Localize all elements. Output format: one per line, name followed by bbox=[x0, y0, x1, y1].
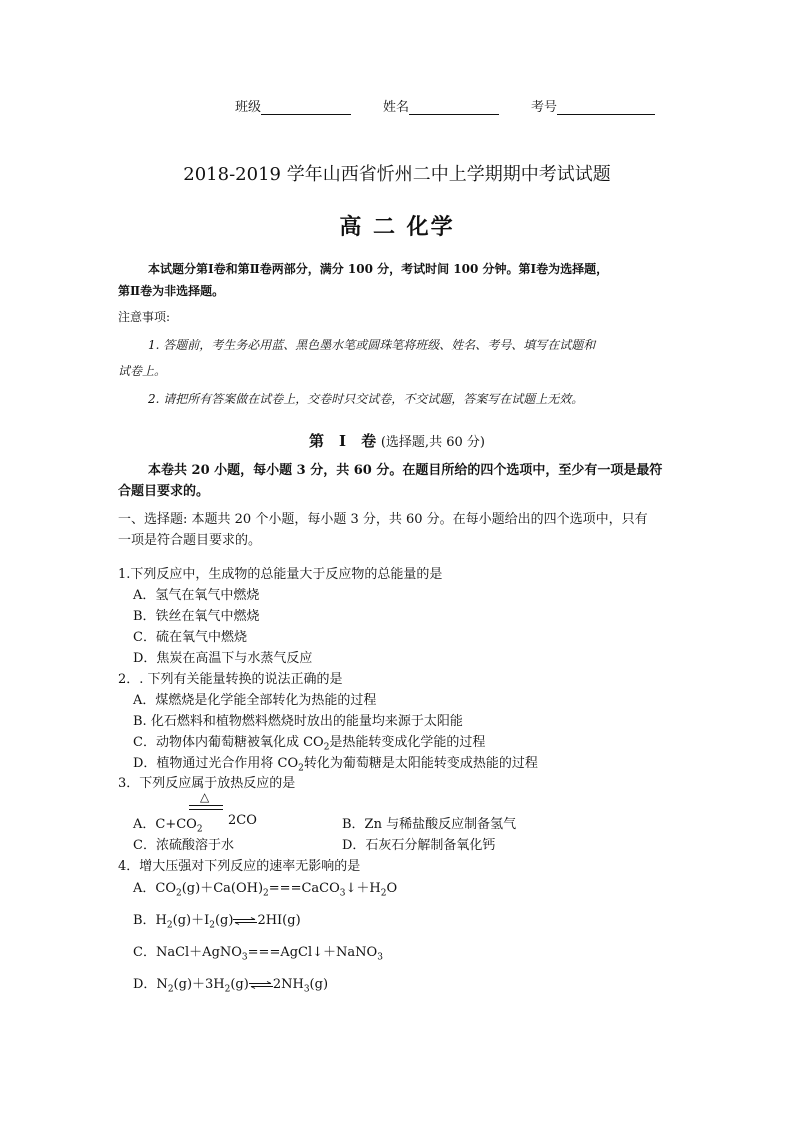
q4-b-sub: 2 bbox=[209, 920, 215, 931]
q4-c-part: ===AgCl↓＋NaNO bbox=[247, 945, 378, 960]
q3-option-d: D．石灰石分解制备氧化钙 bbox=[342, 838, 496, 853]
q3-a-pre: A．C+CO bbox=[133, 817, 197, 832]
q4-b-part: B．H bbox=[133, 913, 167, 928]
q2-d-sub: 2 bbox=[298, 763, 304, 774]
q4-d-part: (g) bbox=[230, 977, 249, 992]
q3-stem: 3．下列反应属于放热反应的是 bbox=[118, 776, 296, 791]
notes-item-1-line-1: 1. 答题前，考生务必用蓝、黑色墨水笔或圆珠笔将班级、姓名、考号、填写在试题和 bbox=[148, 338, 596, 352]
q4-d-sub: 2 bbox=[167, 984, 174, 995]
q4-b-sub: 2 bbox=[166, 920, 173, 931]
q4-option-c bbox=[133, 941, 383, 963]
class-blank bbox=[261, 100, 351, 115]
q4-d-part: 2NH bbox=[272, 977, 304, 992]
q4-a-part: O bbox=[386, 881, 398, 896]
q4-c-sub: 3 bbox=[377, 952, 383, 963]
name-label: 姓名 bbox=[383, 100, 410, 115]
q2-d-post: 转化为葡萄糖是太阳能转变成热能的过程 bbox=[303, 756, 538, 771]
q4-b-part: (g)＋I bbox=[172, 913, 210, 928]
q3-option-a bbox=[133, 813, 203, 835]
q4-option-d bbox=[133, 973, 328, 995]
q4-a-sub: 3 bbox=[339, 888, 346, 899]
q3-option-b: B．Zn 与稀盐酸反应制备氢气 bbox=[342, 817, 517, 832]
q4-d-sub: 2 bbox=[224, 984, 231, 995]
q2-option-b: B. 化石燃料和植物燃料燃烧时放出的能量均来源于太阳能 bbox=[133, 714, 463, 729]
q2-d-pre: D．植物通过光合作用将 CO bbox=[133, 756, 299, 771]
q2-c-pre: C．动物体内葡萄糖被氧化成 CO bbox=[133, 735, 324, 750]
q4-a-part: ↓＋H bbox=[345, 881, 381, 896]
q1-option-c: C．硫在氧气中燃烧 bbox=[133, 630, 247, 645]
q2-option-a: A．煤燃烧是化学能全部转化为热能的过程 bbox=[133, 693, 377, 708]
q1-option-a: A．氢气在氧气中燃烧 bbox=[133, 588, 260, 603]
equilibrium-arrow-icon bbox=[249, 981, 273, 989]
notes-item-2: 2. 请把所有答案做在试卷上，交卷时只交试卷，不交试题，答案写在试题上无效。 bbox=[148, 392, 584, 406]
q2-c-sub: 2 bbox=[323, 742, 330, 753]
q4-d-sub: 3 bbox=[303, 984, 310, 995]
q4-a-sub: 2 bbox=[263, 888, 269, 899]
q4-a-part: ===CaCO bbox=[268, 881, 340, 896]
q4-d-part: (g)＋3H bbox=[173, 977, 225, 992]
q2-stem: 2．. 下列有关能量转换的说法正确的是 bbox=[118, 672, 343, 687]
section-subtitle: (选择题,共 60 分) bbox=[380, 435, 485, 450]
q2-c-post: 是热能转变成化学能的过程 bbox=[329, 735, 486, 750]
intro-line-1: 本试题分第Ⅰ卷和第Ⅱ卷两部分，满分 100 分，考试时间 100 分钟。第Ⅰ卷为选择题， bbox=[148, 262, 609, 276]
name-blank bbox=[409, 100, 499, 115]
q1-option-d: D．焦炭在高温下与水蒸气反应 bbox=[133, 651, 313, 666]
exam-title: 2018-2019 学年山西省忻州二中上学期期中考试试题 bbox=[183, 164, 611, 185]
q2-option-d bbox=[133, 752, 538, 774]
q3-a-condition: △ bbox=[200, 790, 210, 804]
q4-c-part: C．NaCl＋AgNO bbox=[133, 945, 242, 960]
q4-b-part: 2HI(g) bbox=[257, 913, 301, 928]
q4-option-b bbox=[133, 909, 301, 931]
q1-option-b: B．铁丝在氧气中燃烧 bbox=[133, 609, 260, 624]
subject-title: 高 二 化学 bbox=[339, 214, 455, 240]
name-field bbox=[383, 96, 499, 115]
number-blank bbox=[557, 100, 655, 115]
notes-heading: 注意事项: bbox=[118, 310, 171, 324]
q4-d-part: D．N bbox=[133, 977, 168, 992]
q4-a-sub: 2 bbox=[176, 888, 182, 899]
number-field bbox=[531, 96, 655, 115]
notes-item-1-line-2: 试卷上。 bbox=[118, 364, 167, 378]
q4-b-part: (g) bbox=[214, 913, 234, 928]
class-field bbox=[235, 96, 351, 115]
q2-option-c bbox=[133, 731, 485, 753]
section-title: 第 Ⅰ 卷 bbox=[309, 432, 377, 450]
q4-a-part: (g)＋Ca(OH) bbox=[181, 881, 264, 896]
q4-d-part: (g) bbox=[309, 977, 329, 992]
part-desc-line-1: 一、选择题: 本题共 20 个小题，每小题 3 分，共 60 分。在每小题给出的四个选项中，只有 bbox=[118, 512, 648, 527]
q1-stem: 1.下列反应中，生成物的总能量大于反应物的总能量的是 bbox=[118, 567, 443, 582]
equals-line-2 bbox=[189, 809, 223, 810]
q4-option-a bbox=[133, 877, 397, 899]
q4-a-part: A．CO bbox=[133, 881, 176, 896]
equals-line-1 bbox=[189, 805, 223, 806]
section-desc-line-2: 合题目要求的。 bbox=[118, 484, 210, 499]
q4-a-sub: 2 bbox=[380, 888, 387, 899]
intro-line-2: 第Ⅱ卷为非选择题。 bbox=[118, 284, 225, 298]
q3-a-post: 2CO bbox=[228, 813, 257, 828]
q4-c-sub: 3 bbox=[241, 952, 248, 963]
number-label: 考号 bbox=[531, 100, 558, 115]
section-desc-line-1: 本卷共 20 小题，每小题 3 分，共 60 分。在题目所给的四个选项中，至少有一项是最符 bbox=[148, 463, 663, 478]
equilibrium-arrow-icon bbox=[233, 917, 257, 925]
class-label: 班级 bbox=[235, 100, 262, 115]
q4-stem: 4．增大压强对下列反应的速率无影响的是 bbox=[118, 859, 361, 874]
q3-a-sub: 2 bbox=[196, 824, 203, 835]
q3-option-c: C．浓硫酸溶于水 bbox=[133, 838, 234, 853]
section-heading bbox=[0, 430, 794, 451]
part-desc-line-2: 一项是符合题目要求的。 bbox=[118, 533, 262, 548]
